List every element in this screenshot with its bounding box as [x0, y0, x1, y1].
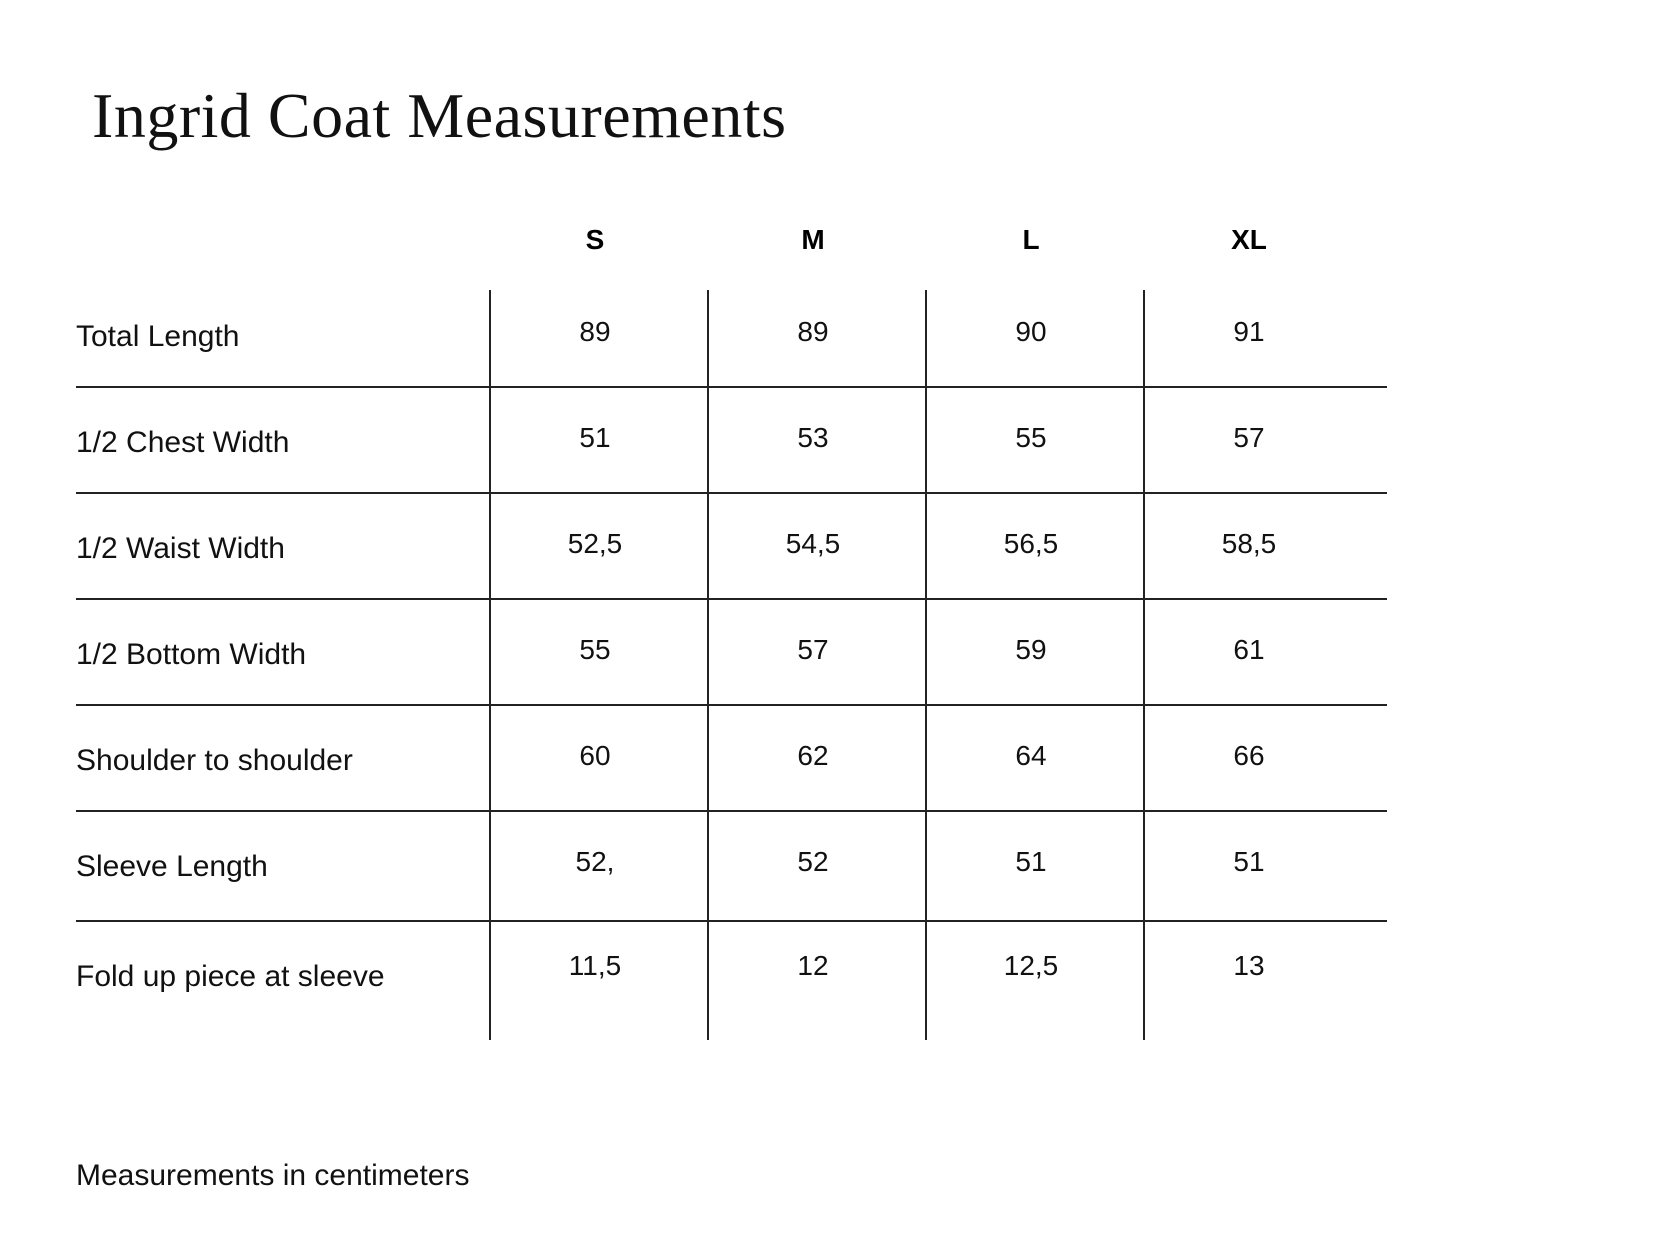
row-label-sleeve-length: Sleeve Length	[76, 850, 268, 883]
table-cell: 51	[1233, 846, 1265, 877]
table-cell: 52	[797, 846, 829, 877]
size-header-s: S	[585, 224, 605, 255]
table-cell: 59	[1015, 634, 1047, 665]
table-cell: 89	[797, 316, 829, 347]
table-cell: 56,5	[1003, 528, 1059, 559]
table-cell: 57	[797, 634, 829, 665]
table-cell: 52,5	[567, 528, 623, 559]
table-cell: 64	[1015, 740, 1047, 771]
table-cell: 62	[797, 740, 829, 771]
table-cell: 55	[1015, 422, 1047, 453]
table-cell: 54,5	[785, 528, 841, 559]
row-label-waist-width: 1/2 Waist Width	[76, 532, 285, 565]
table-cell: 53	[797, 422, 829, 453]
table-cell: 58,5	[1221, 528, 1277, 559]
size-header-m: M	[801, 224, 825, 255]
table-cell: 90	[1015, 316, 1047, 347]
units-footnote: Measurements in centimeters	[76, 1159, 470, 1192]
table-cell: 13	[1233, 950, 1265, 981]
table-cell: 57	[1233, 422, 1265, 453]
row-label-total-length: Total Length	[76, 320, 240, 353]
table-cell: 55	[579, 634, 611, 665]
table-cell: 60	[579, 740, 611, 771]
row-label-chest-width: 1/2 Chest Width	[76, 426, 290, 459]
page-title: Ingrid Coat Measurements	[92, 80, 787, 151]
table-cell: 91	[1233, 316, 1265, 347]
table-cell: 51	[579, 422, 611, 453]
table-cell: 12,5	[1003, 950, 1059, 981]
size-header-xl: XL	[1231, 224, 1267, 255]
table-cell: 66	[1233, 740, 1265, 771]
table-cell: 89	[579, 316, 611, 347]
size-header-l: L	[1022, 224, 1040, 255]
row-label-shoulder: Shoulder to shoulder	[76, 744, 353, 777]
table-cell: 12	[797, 950, 829, 981]
table-cell: 11,5	[568, 950, 622, 981]
row-label-bottom-width: 1/2 Bottom Width	[76, 638, 307, 671]
table-cell: 52,	[575, 846, 615, 877]
table-cell: 61	[1233, 634, 1265, 665]
table-cell: 51	[1015, 846, 1047, 877]
row-label-fold-up-piece: Fold up piece at sleeve	[76, 960, 385, 993]
